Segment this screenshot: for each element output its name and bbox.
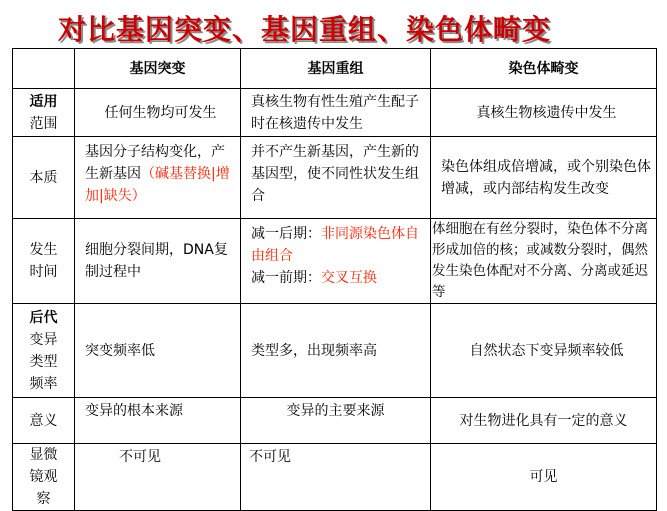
timing-mutation: 细胞分裂间期，DNA复制过程中: [75, 219, 241, 304]
row-label-scope: 适用 范围: [13, 89, 75, 137]
row-scope: [13, 89, 657, 137]
row-microscope: [13, 444, 657, 511]
row-significance: [13, 398, 657, 444]
frequency-mutation: 突变频率低: [75, 304, 241, 398]
row-label-timing: 发生 时间: [13, 219, 75, 304]
row-essence: [13, 137, 657, 219]
row-timing: [13, 219, 657, 304]
header-gene-recombination: 基因重组: [241, 49, 431, 89]
timing-rec-l2-prefix: 减一前期：: [251, 270, 321, 286]
significance-mutation: 变异的根本来源: [75, 398, 241, 444]
comparison-table: [12, 48, 657, 511]
header-gene-mutation: 基因突变: [75, 49, 241, 89]
row-label-frequency: 后代 变异 类型 频率: [13, 304, 75, 398]
timing-aberration: 体细胞在有丝分裂时，染色体不分离形成加倍的核；或减数分裂时，偶然发生染色体配对不分离、分离或延迟等: [431, 219, 657, 304]
microscope-recombination: 不可见: [241, 444, 431, 511]
essence-mutation: [75, 137, 241, 219]
row-label-microscope: 显微 镜观 察: [13, 444, 75, 511]
header-chromosome-aberration: 染色体畸变: [431, 49, 657, 89]
significance-aberration: 对生物进化具有一定的意义: [431, 398, 657, 444]
timing-rec-l2-value: 交叉互换: [321, 270, 377, 286]
corner-cell: [13, 49, 75, 89]
page-title: 对比基因突变、基因重组、染色体畸变: [58, 13, 552, 46]
microscope-aberration: 可见: [431, 444, 657, 511]
row-label-essence: 本质: [13, 137, 75, 219]
timing-rec-l1-prefix: 减一后期：: [251, 226, 321, 242]
row-label-significance: 意义: [13, 398, 75, 444]
row-frequency: [13, 304, 657, 398]
timing-recombination: [241, 219, 431, 304]
frequency-aberration: 自然状态下变异频率较低: [431, 304, 657, 398]
scope-recombination: 真核生物有性生殖产生配子时在核遗传中发生: [241, 89, 431, 137]
significance-recombination: 变异的主要来源: [241, 398, 431, 444]
essence-aberration: 染色体组成倍增减，或个别染色体增减，或内部结构发生改变: [431, 137, 657, 219]
frequency-recombination: 类型多，出现频率高: [241, 304, 431, 398]
essence-mutation-note: （碱基替换|增加|缺失）: [85, 166, 230, 204]
scope-mutation: 任何生物均可发生: [75, 89, 241, 137]
scope-aberration: 真核生物核遗传中发生: [431, 89, 657, 137]
essence-mutation-text: 基因分子结构变化，产生新基因: [85, 144, 225, 182]
header-row: [13, 49, 657, 89]
essence-recombination: 并不产生新基因，产生新的基因型，使不同性状发生组合: [241, 137, 431, 219]
microscope-mutation: 不可见: [75, 444, 241, 511]
timing-rec-l1-value: 非同源染色体自由组合: [251, 226, 419, 264]
